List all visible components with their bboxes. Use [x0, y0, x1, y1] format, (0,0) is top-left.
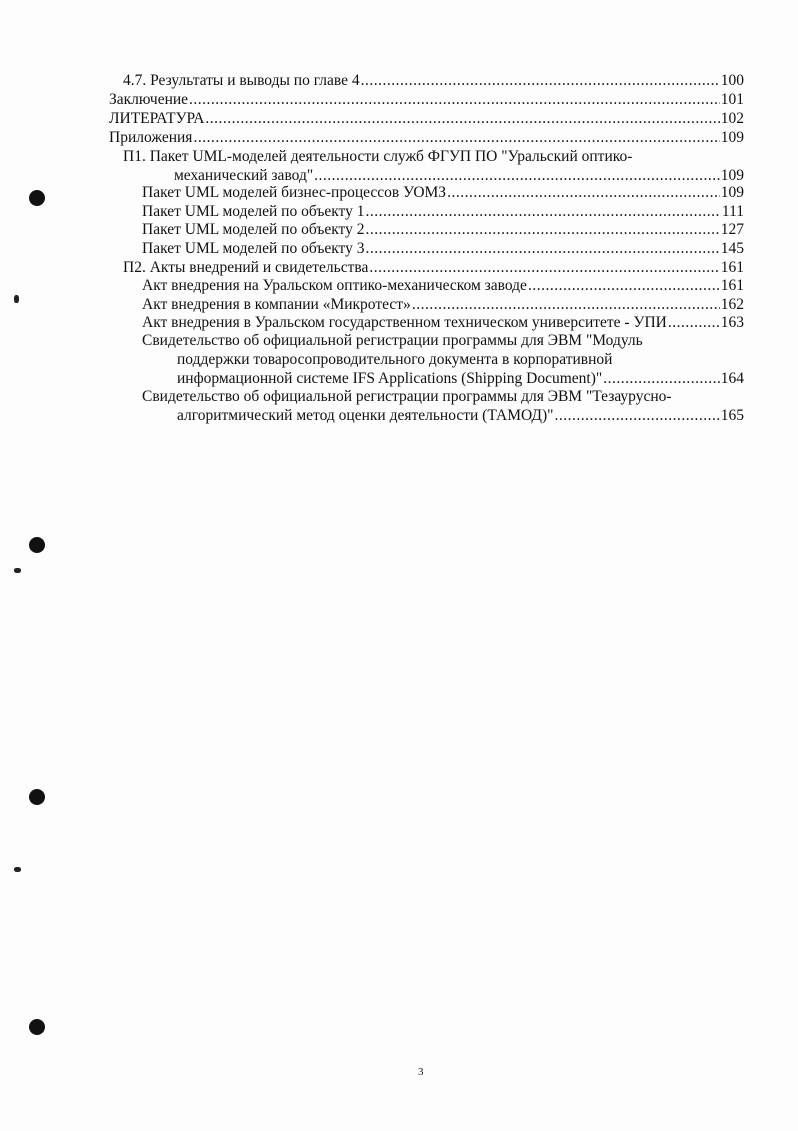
toc-entry: [177, 407, 744, 425]
toc-entry-title: Акт внедрения в компании «Микротест»: [142, 296, 411, 313]
toc-entry-page: 111: [721, 203, 744, 220]
toc-entry-title: алгоритмический метод оценки деятельности (ТАМОД)": [177, 407, 554, 424]
leader-dots: [369, 259, 719, 277]
punch-hole: [29, 1019, 45, 1035]
toc-entry-page: 164: [720, 370, 744, 387]
toc-entry-line: Свидетельство об официальной регистрации программы для ЭВМ "Модуль: [142, 332, 643, 349]
toc-entry-page: 102: [720, 110, 744, 127]
toc-entry-page: 100: [720, 72, 744, 89]
toc-entry: [123, 259, 744, 277]
toc-entry-title: 4.7. Результаты и выводы по главе 4: [123, 72, 360, 89]
toc-entry: [109, 129, 744, 147]
page-number: 3: [418, 1066, 424, 1078]
scan-speck: [14, 568, 21, 573]
toc-entry-title: ЛИТЕРАТУРА: [109, 110, 205, 127]
toc-entry: [174, 167, 744, 185]
leader-dots: [361, 72, 720, 90]
toc-entry-title: Приложения: [109, 129, 193, 146]
toc-entry-title: Пакет UML моделей по объекту 2: [142, 221, 365, 238]
leader-dots: [205, 110, 719, 128]
leader-dots: [528, 277, 720, 295]
toc-entry-title: Пакет UML моделей по объекту 3: [142, 240, 365, 257]
toc-entry: [142, 184, 744, 202]
toc-entry: [142, 296, 744, 314]
punch-hole: [29, 789, 45, 805]
toc-entry-line: Свидетельство об официальной регистрации программы для ЭВМ "Тезаурусно-: [142, 388, 672, 405]
leader-dots: [412, 296, 720, 314]
toc-entry-title: информационной системе IFS Applications (Shipping Document)": [177, 370, 603, 387]
leader-dots: [193, 129, 719, 147]
leader-dots: [189, 91, 720, 109]
leader-dots: [366, 221, 720, 239]
toc-entry-page: 101: [720, 91, 744, 108]
leader-dots: [366, 203, 721, 221]
toc-entry: [142, 203, 744, 221]
leader-dots: [366, 240, 720, 258]
leader-dots: [314, 167, 720, 185]
toc-entry-page: 109: [720, 129, 744, 146]
punch-hole: [29, 537, 45, 553]
toc-entry: [123, 72, 744, 90]
toc-entry-page: 161: [720, 277, 744, 294]
scan-speck: [14, 867, 21, 872]
toc-entry: [177, 370, 744, 388]
leader-dots: [603, 370, 720, 388]
leader-dots: [668, 314, 720, 332]
toc-entry-page: 165: [720, 407, 744, 424]
toc-entry-title: Акт внедрения в Уральском государственном техническом университете - УПИ: [142, 314, 667, 331]
toc-entry-title: Заключение: [109, 91, 189, 108]
toc-entry-page: 145: [720, 240, 744, 257]
scan-speck: [14, 295, 19, 303]
toc-entry-page: 109: [720, 167, 744, 184]
toc-entry: [142, 314, 744, 332]
toc-entry: [109, 91, 744, 109]
toc-entry-page: 161: [720, 259, 744, 276]
toc-entry-title: Пакет UML моделей по объекту 1: [142, 203, 365, 220]
toc-entry-title: Акт внедрения на Уральском оптико-механическом заводе: [142, 277, 527, 294]
toc-entry-title: П2. Акты внедрений и свидетельства: [123, 259, 369, 276]
toc-entry: [109, 110, 744, 128]
toc-entry: [142, 221, 744, 239]
toc-entry: [142, 240, 744, 258]
punch-hole: [29, 190, 45, 206]
toc-entry-title: Пакет UML моделей бизнес-процессов УОМЗ: [142, 184, 447, 201]
toc-entry-line: поддержки товаросопроводительного документа в корпоративной: [177, 351, 613, 368]
toc-entry-page: 162: [720, 296, 744, 313]
leader-dots: [447, 184, 720, 202]
toc-entry-page: 109: [720, 184, 744, 201]
toc-entry: [142, 277, 744, 295]
toc-entry-page: 163: [720, 314, 744, 331]
toc-entry-line: П1. Пакет UML-моделей деятельности служб ФГУП ПО "Уральский оптико-: [123, 148, 633, 165]
toc-entry-page: 127: [720, 221, 744, 238]
leader-dots: [555, 407, 720, 425]
toc-entry-title: механический завод": [174, 167, 314, 184]
